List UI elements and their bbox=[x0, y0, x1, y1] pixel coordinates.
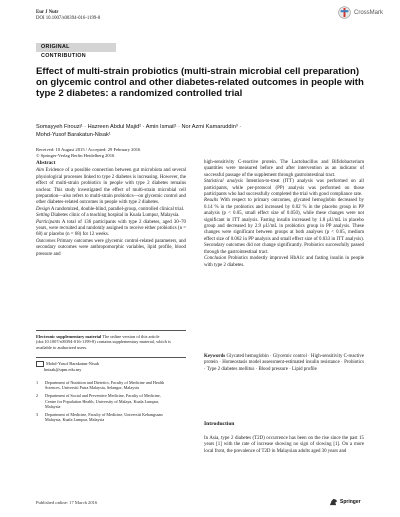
affiliation-item: 2 Department of Social and Preventive Medicine, Faculty of Medicine, Centre for Population Health, University of Malaya, Kuala Lumpur, Malaysia bbox=[36, 393, 161, 409]
corresponding-name: Mohd-Yusof Barakatun-Nisak bbox=[46, 361, 100, 367]
esm-label: Electronic supplementary material bbox=[36, 334, 102, 339]
abstract-results: Results With respect to primary outcomes, glycated hemoglobin decreased by 0.14 % in the probiotics and increased by 0.02 % in the placebo group in PP analysis (p < 0.05, small effect size of 0.050), while these changes were not significant in ITT analysis. Fasting insulin increased by 1.8 μU/mL in placebo group and decreased by 2.9 μU/mL in probiotics group in PP analysis. These changes were significant between groups at both analyses (p < 0.05, medium effect size of 0.062 in PP analysis and small effect size of 0.033 in ITT analysis). Secondary outcomes did not change significantly. Probiotics successfully passed through the gastrointestinal tract. bbox=[204, 198, 364, 255]
esm-text[interactable]: The online version of this article (doi:10.1007/s00394-016-1199-8) contains supplementary material, which is available to authorized users. bbox=[36, 334, 171, 350]
author-list bbox=[36, 123, 366, 139]
esm-note bbox=[36, 334, 186, 350]
journal-name: Eur J Nutr bbox=[36, 10, 59, 15]
abstract-outcomes: Outcomes Primary outcomes were glycemic control-related parameters, and secondary outcomes were anthropomorphic variables, lipid profile, blood pressure and bbox=[36, 238, 186, 257]
abstract-left-column bbox=[36, 160, 186, 258]
affiliation-item: 3 Department of Medicine, Faculty of Medicine, Universiti Kebangsaan Malaysia, Kuala Lumpur, Malaysia bbox=[36, 412, 163, 423]
section-label-bar bbox=[36, 43, 116, 59]
keywords-block bbox=[204, 354, 364, 373]
abstract-participants: Participants A total of 136 participants with type 2 diabetes, aged 30–70 years, were recruited and randomly assigned to receive either probiotics (n = 68) or placebo (n = 68) for 12 weeks. bbox=[36, 219, 187, 238]
abstract-setting: Setting Diabetes clinic of a teaching hospital in Kuala Lumpur, Malaysia. bbox=[36, 213, 180, 219]
crossmark-label: CrossMark bbox=[354, 9, 384, 16]
affiliations-list bbox=[36, 380, 186, 425]
article-dates bbox=[36, 147, 366, 160]
affiliation-item: 1 Department of Nutrition and Dietetics, Faculty of Medicine and Health Sciences, Universiti Putra Malaysia, Selangor, Malaysia bbox=[36, 380, 165, 391]
springer-horse-icon bbox=[329, 498, 338, 506]
crossmark-badge[interactable] bbox=[338, 6, 383, 19]
authors-line-1[interactable]: Somayyeh Firouzi¹ · Hazreen Abdul Majid² · Amin Ismail¹ · Nor Azmi Kamaruddin³ · bbox=[36, 124, 242, 130]
introduction-heading: Introduction bbox=[204, 421, 235, 427]
introduction-text: In Asia, type 2 diabetes (T2D) occurrence has been on the rise since the past 15 years [1] with the rate of increase showing no sign of slowing [1]. On a more local front, the prevalence of T2D in Malaysian adults aged 30 years and bbox=[204, 436, 364, 454]
abstract-heading: Abstract bbox=[36, 160, 56, 166]
corresponding-author bbox=[36, 361, 186, 372]
abstract-conclusion: Conclusion Probiotics modestly improved HbA1c and fasting insulin in people with type 2 diabetes. bbox=[204, 256, 364, 268]
crossmark-icon bbox=[338, 6, 351, 19]
abstract-right-column bbox=[204, 160, 364, 269]
copyright-line: © Springer-Verlag Berlin Heidelberg 2016 bbox=[36, 153, 115, 159]
envelope-icon bbox=[36, 361, 44, 367]
keywords-label: Keywords bbox=[204, 354, 226, 359]
abstract-aim: Aim Evidence of a possible connection between gut microbiota and several physiological processes linked to type 2 diabetes is increasing. However, the effect of multi-strain probiotics in people with type 2 diabetes remains unclear. This study investigated the effect of multi-strain microbial cell preparation—also refers to multi-strain probiotics—on glycemic control and other diabetes-related outcomes in people with type 2 diabetes. bbox=[36, 168, 186, 206]
section-label: ORIGINAL CONTRIBUTION bbox=[41, 44, 86, 59]
corresponding-email[interactable]: bnisak@upm.edu.my bbox=[44, 367, 82, 372]
doi[interactable]: DOI 10.1007/s00394-016-1199-8 bbox=[36, 16, 101, 21]
published-date: Published online: 17 March 2016 bbox=[36, 500, 98, 505]
abstract-outcomes-continued: high-sensitivity C-reactive protein. The Lactobacillus and Bifidobacterium quantities were measured before and after intervention as an indicator of successful passage of the supplement through gastrointestinal tract. bbox=[204, 160, 364, 178]
footnote-divider bbox=[36, 330, 186, 331]
authors-line-2[interactable]: Mohd-Yusof Barakatun-Nisak¹ bbox=[36, 132, 111, 138]
springer-label: Springer bbox=[340, 499, 361, 505]
article-title: Effect of multi-strain probiotics (multi-strain microbial cell preparation) on glycemic control and other diabetes-related outcomes in people with type 2 diabetes: a randomized controlled trial bbox=[36, 66, 364, 99]
abstract-statistical-analysis: Statistical analysis Intention-to-treat (ITT) analysis was performed on all participants, while per-protocol (PP) analysis was performed on those participants who had successfully completed the trial with good compliance rate. bbox=[204, 179, 364, 198]
corresponding-divider bbox=[36, 357, 186, 358]
abstract-design: Design A randomized, double-blind, parallel-group, controlled clinical trial. bbox=[36, 206, 185, 212]
keywords-text: Glycated hemoglobin · Glycemic control · High-sensitivity C-reactive protein · Homeostasis model assessment-estimated insulin resistance · Probiotics · Type 2 diabetes mellitus · Blood pressure · Lipid profile bbox=[204, 354, 365, 372]
received-accepted-dates: Received: 10 August 2015 / Accepted: 29 February 2016 bbox=[36, 147, 141, 152]
springer-logo bbox=[329, 498, 361, 506]
